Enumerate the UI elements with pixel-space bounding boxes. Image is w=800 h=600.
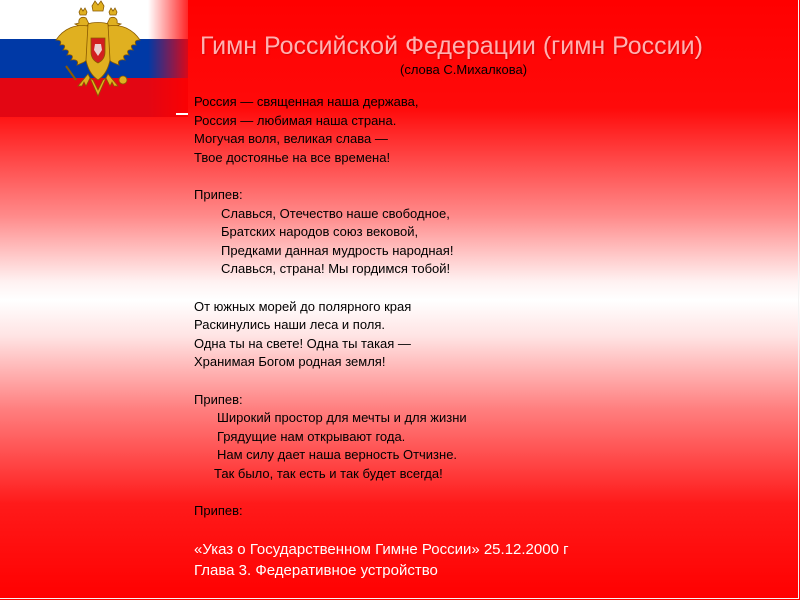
chorus-label: Припев: [194, 391, 243, 407]
decree-reference: «Указ о Государственном Гимне России» 25.12.2000 г [194, 541, 569, 558]
subtitle-author: (слова С.Михалкова) [400, 62, 528, 77]
verse2-line: От южных морей до полярного края [194, 298, 412, 314]
verse1-line: Россия — любимая наша страна. [194, 112, 397, 128]
chorus2-line: Грядущие нам открывают года. [217, 428, 406, 444]
verse2-line: Раскинулись наши леса и поля. [194, 317, 386, 333]
chorus1-line: Славься, страна! Мы гордимся тобой! [221, 261, 451, 277]
chorus-label: Припев: [194, 503, 243, 519]
chorus1-line: Предками данная мудрость народная! [221, 242, 454, 258]
flag-fade [148, 0, 188, 117]
page-title: Гимн Российской Федерации (гимн России) [200, 32, 703, 60]
verse2-line: Одна ты на свете! Одна ты такая — [194, 335, 411, 351]
chapter-reference: Глава 3. Федеративное устройство [194, 562, 438, 579]
verse2-line: Хранимая Богом родная земля! [194, 354, 386, 370]
verse1-line: Могучая воля, великая слава — [194, 131, 388, 147]
flag-underline [176, 113, 188, 115]
chorus-label: Припев: [194, 186, 243, 202]
chorus2-line: Так было, так есть и так будет всегда! [214, 465, 443, 481]
coat-of-arms-icon [48, 0, 148, 117]
verse1-line: Твое достоянье на все времена! [194, 149, 391, 165]
anthem-lyrics [194, 93, 714, 521]
chorus1-line: Братских народов союз вековой, [221, 224, 419, 240]
verse1-line: Россия — священная наша держава, [194, 94, 419, 109]
russian-flag [0, 0, 188, 117]
decree-footer [194, 539, 754, 581]
chorus2-line: Широкий простор для мечты и для жизни [217, 410, 467, 426]
chorus1-line: Славься, Отечество наше свободное, [221, 205, 450, 221]
chorus2-line: Нам силу дает наша верность Отчизне. [217, 447, 458, 463]
